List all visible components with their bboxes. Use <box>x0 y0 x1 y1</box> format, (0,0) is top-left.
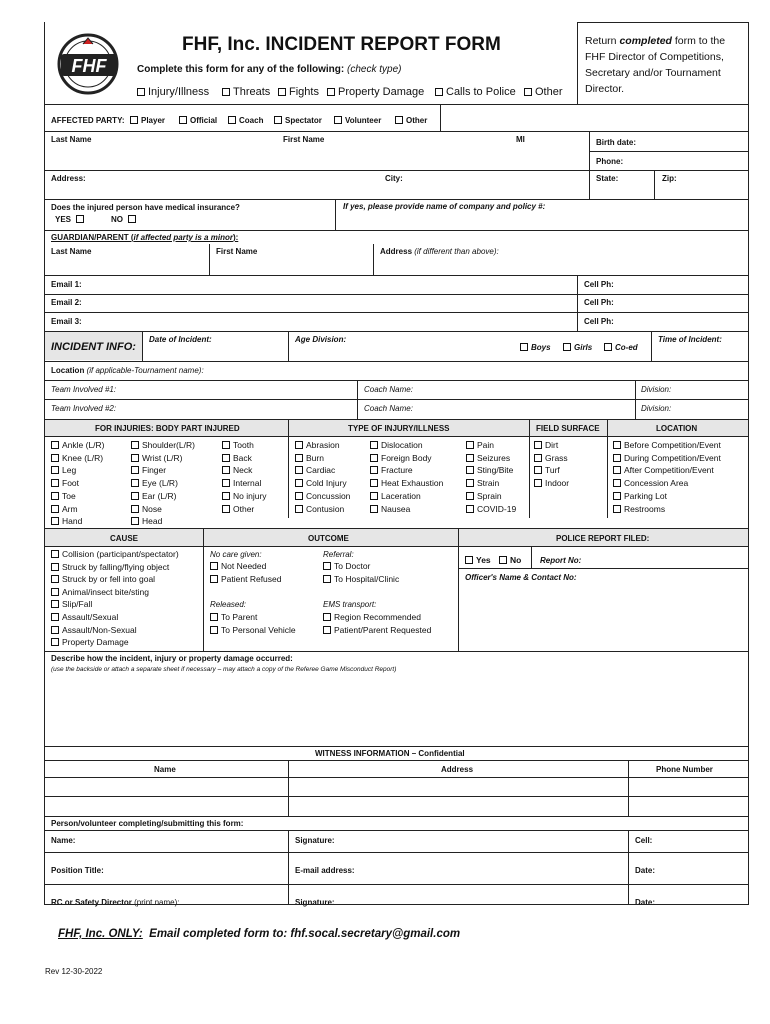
body-part-option[interactable] <box>222 491 267 502</box>
checkbox[interactable] <box>370 454 378 462</box>
body-part-option-label: Eye (L/R) <box>142 478 178 489</box>
cause-option-label: Collision (participant/spectator) <box>62 549 179 559</box>
type-injury[interactable]: Injury/Illness <box>137 86 209 99</box>
checkbox[interactable] <box>131 505 139 513</box>
zip-label: Zip: <box>662 174 677 183</box>
body-part-option[interactable] <box>131 440 195 451</box>
division2-label: Division: <box>641 404 672 413</box>
incident-info-label: INCIDENT INFO: <box>51 341 136 353</box>
checkbox[interactable] <box>295 466 303 474</box>
location-option[interactable] <box>613 465 714 476</box>
checkbox[interactable] <box>534 454 542 462</box>
checkbox[interactable] <box>51 505 59 513</box>
affected-mi: MI <box>516 135 525 144</box>
field-surface-header: FIELD SURFACE <box>536 424 600 433</box>
checkbox[interactable] <box>295 505 303 513</box>
cause-option-label: Animal/insect bite/sting <box>62 586 149 597</box>
submitter-signature-label: Signature: <box>295 836 335 845</box>
cause-option-label: Struck by falling/flying object <box>62 561 170 572</box>
injury-type-option-label: Cold Injury <box>306 478 347 489</box>
guardian-header: GUARDIAN/PARENT (if affected party is a minor): <box>51 233 239 242</box>
officer-contact-label: Officer's Name & Contact No: <box>465 573 577 582</box>
checkbox[interactable] <box>51 466 59 474</box>
location-option-label: After Competition/Event <box>624 465 714 476</box>
team2-label: Team Involved #2: <box>51 404 117 413</box>
cause-option-label: Struck by or fell into goal <box>62 574 156 585</box>
type-property-damage[interactable]: Property Damage <box>327 86 424 99</box>
injury-type-option-label: Strain <box>477 478 500 489</box>
location-option[interactable] <box>613 491 667 502</box>
state-label: State: <box>596 174 619 183</box>
insurance-policy-label: If yes, please provide name of company and policy #: <box>343 202 546 211</box>
outcome-patient-refused[interactable]: Patient Refused <box>210 574 281 585</box>
affected-party-label: AFFECTED PARTY: <box>51 116 125 125</box>
injury-type-option-label: Heat Exhaustion <box>381 478 444 489</box>
checkbox[interactable] <box>370 479 378 487</box>
field-surface-option-label: Indoor <box>545 478 570 489</box>
checkbox[interactable] <box>222 441 230 449</box>
injury-type-option-label: Sprain <box>477 490 502 501</box>
checkbox[interactable] <box>131 479 139 487</box>
checkbox[interactable] <box>534 441 542 449</box>
checkbox[interactable] <box>278 88 286 96</box>
cause-option-label: Slip/Fall <box>62 599 93 610</box>
cell1-label: Cell Ph: <box>584 280 614 289</box>
checkbox[interactable] <box>466 492 474 500</box>
body-part-option-label: Internal <box>233 478 262 489</box>
birth-date-label: Birth date: <box>596 138 636 147</box>
body-part-option-label: Ear (L/R) <box>142 490 177 501</box>
checkbox[interactable] <box>51 563 59 571</box>
injury-type-option-label: COVID-19 <box>477 503 517 514</box>
field-surface-option-label: Dirt <box>545 440 559 450</box>
injury-type-option[interactable] <box>370 504 410 515</box>
cause-option[interactable] <box>51 625 137 636</box>
body-part-option-label: Back <box>233 452 252 463</box>
describe-title: Describe how the incident, injury or property damage occurred: <box>51 654 293 663</box>
checkbox[interactable] <box>51 600 59 608</box>
outcome-personal-vehicle[interactable]: To Personal Vehicle <box>210 625 296 636</box>
age-division-label: Age Division: <box>295 335 347 344</box>
body-part-option[interactable] <box>51 440 105 451</box>
body-part-option-label: Wrist (L/R) <box>142 452 183 463</box>
checkbox[interactable] <box>51 588 59 596</box>
body-part-option-label: Shoulder(L/R) <box>142 440 195 450</box>
cause-option-label: Assault/Sexual <box>62 612 119 622</box>
checkbox[interactable] <box>131 492 139 500</box>
return-note-line3: Secretary and/or Tournament <box>585 67 721 79</box>
injury-type-option-label: Contusion <box>306 503 345 514</box>
cause-option[interactable] <box>51 549 179 560</box>
checkbox[interactable] <box>51 550 59 558</box>
cell3-label: Cell Ph: <box>584 317 614 326</box>
injury-type-option-label: Foreign Body <box>381 452 432 463</box>
cause-option-label: Assault/Non-Sexual <box>62 624 137 635</box>
location-option[interactable] <box>613 478 688 489</box>
coach1-label: Coach Name: <box>364 385 413 394</box>
checkbox[interactable] <box>613 466 621 474</box>
injury-type-option-label: Cardiac <box>306 465 336 476</box>
outcome-parent-requested[interactable]: Patient/Parent Requested <box>323 625 431 636</box>
no-care-label: No care given: <box>210 550 262 559</box>
checkbox[interactable] <box>295 441 303 449</box>
type-other[interactable]: Other <box>524 86 563 99</box>
body-part-option[interactable] <box>131 453 182 464</box>
checkbox[interactable] <box>295 492 303 500</box>
body-part-option-label: Leg <box>62 465 77 476</box>
checkbox[interactable] <box>295 454 303 462</box>
ems-label: EMS transport: <box>323 600 377 609</box>
checkbox[interactable] <box>466 505 474 513</box>
released-label: Released: <box>210 600 247 609</box>
checkbox[interactable] <box>222 492 230 500</box>
email1-label: Email 1: <box>51 280 82 289</box>
affected-player[interactable]: Player <box>130 115 165 126</box>
type-threats[interactable]: Threats <box>222 86 270 99</box>
submitter-header: Person/volunteer completing/submitting this form: <box>51 819 244 828</box>
checkbox[interactable] <box>222 466 230 474</box>
checkbox[interactable] <box>222 454 230 462</box>
return-note: Return completed form to the <box>585 35 726 47</box>
cause-option[interactable] <box>51 562 169 573</box>
coach2-label: Coach Name: <box>364 404 413 413</box>
guardian-last-name: Last Name <box>51 247 92 256</box>
time-of-incident-label: Time of Incident: <box>658 335 722 344</box>
field-surface-option[interactable] <box>534 453 568 464</box>
checkbox[interactable] <box>534 466 542 474</box>
body-part-option-label: Head <box>142 516 163 527</box>
body-part-option[interactable] <box>51 491 76 502</box>
checkbox[interactable] <box>131 517 139 525</box>
checkbox[interactable] <box>51 575 59 583</box>
location-option-label: During Competition/Event <box>624 452 721 463</box>
describe-note: (use the backside or attach a separate sheet if necessary – may attach a copy of the Referee Game Misconduct Report) <box>51 666 397 673</box>
body-part-option-label: Tooth <box>233 440 254 450</box>
cause-option[interactable] <box>51 599 92 610</box>
affected-other[interactable]: Other <box>395 115 427 126</box>
submitter-cell-label: Cell: <box>635 836 653 845</box>
checkbox[interactable] <box>370 492 378 500</box>
checkbox[interactable] <box>51 626 59 634</box>
police-yes[interactable]: Yes <box>465 555 491 566</box>
checkbox[interactable] <box>222 88 230 96</box>
injury-type-option[interactable] <box>466 465 513 476</box>
location-header: LOCATION <box>656 424 698 433</box>
police-header: POLICE REPORT FILED: <box>556 534 650 543</box>
rc-safety-director-label: RC or Safety Director (print name): <box>51 898 180 907</box>
checkbox[interactable] <box>524 88 532 96</box>
guardian-first-name: First Name <box>216 247 258 256</box>
body-part-option[interactable] <box>222 440 254 451</box>
outcome-not-needed[interactable]: Not Needed <box>210 561 266 572</box>
body-part-option[interactable] <box>51 478 79 489</box>
affected-first-name: First Name <box>283 135 325 144</box>
witness-phone-header: Phone Number <box>656 765 713 774</box>
team1-label: Team Involved #1: <box>51 385 117 394</box>
checkbox[interactable] <box>295 479 303 487</box>
body-part-option-label: Knee (L/R) <box>62 452 104 463</box>
body-part-header: FOR INJURIES: BODY PART INJURED <box>95 424 240 433</box>
body-part-option[interactable] <box>131 491 176 502</box>
describe-textarea[interactable] <box>46 676 747 744</box>
body-part-option-label: Neck <box>233 465 253 476</box>
division-coed[interactable]: Co-ed <box>604 342 638 353</box>
injury-type-option-label: Abrasion <box>306 440 340 450</box>
location-option-label: Concession Area <box>624 478 689 489</box>
outcome-to-parent[interactable]: To Parent <box>210 612 257 623</box>
affected-volunteer[interactable]: Volunteer <box>334 115 381 126</box>
checkbox[interactable] <box>51 613 59 621</box>
checkbox[interactable] <box>51 454 59 462</box>
submitter-date-label: Date: <box>635 866 656 875</box>
injury-type-option[interactable] <box>295 465 335 476</box>
division1-label: Division: <box>641 385 672 394</box>
injury-type-option-label: Pain <box>477 440 495 450</box>
injury-type-option-label: Sting/Bite <box>477 465 514 476</box>
body-part-option-label: No injury <box>233 490 267 501</box>
checkbox[interactable] <box>131 454 139 462</box>
division-girls[interactable]: Girls <box>563 342 592 353</box>
body-part-option[interactable] <box>222 453 252 464</box>
body-part-option-label: Hand <box>62 516 83 527</box>
cause-option[interactable] <box>51 574 155 585</box>
outcome-to-doctor[interactable]: To Doctor <box>323 561 370 572</box>
checkbox[interactable] <box>613 441 621 449</box>
affected-coach[interactable]: Coach <box>228 115 263 126</box>
rc-date-label: Date: <box>635 898 656 907</box>
logo-emblem-icon <box>53 32 123 96</box>
body-part-option[interactable] <box>222 504 254 515</box>
rc-signature-label: Signature: <box>295 898 335 907</box>
location-label: Location (if applicable-Tournament name): <box>51 366 204 375</box>
injury-type-option-label: Laceration <box>381 490 421 501</box>
checkbox[interactable] <box>131 466 139 474</box>
outcome-to-hospital[interactable]: To Hospital/Clinic <box>323 574 399 585</box>
outcome-header: OUTCOME <box>308 534 349 543</box>
location-option-label: Before Competition/Event <box>624 440 721 450</box>
checkbox[interactable] <box>222 505 230 513</box>
form-title: FHF, Inc. INCIDENT REPORT FORM <box>182 34 501 55</box>
checkbox[interactable] <box>327 88 335 96</box>
location-option[interactable] <box>613 453 721 464</box>
field-surface-option-label: Grass <box>545 452 568 463</box>
injury-type-option-label: Fracture <box>381 465 413 476</box>
city-label: City: <box>385 174 403 183</box>
outcome-region-recommended[interactable]: Region Recommended <box>323 612 421 623</box>
checkbox[interactable] <box>51 492 59 500</box>
checkbox[interactable] <box>51 517 59 525</box>
phone-label: Phone: <box>596 157 624 166</box>
checkbox[interactable] <box>466 454 474 462</box>
report-no-label: Report No: <box>540 556 582 565</box>
body-part-option-label: Nose <box>142 503 162 514</box>
injury-type-option[interactable] <box>295 440 340 451</box>
injury-type-option[interactable] <box>466 478 499 489</box>
svg-text:FHF: FHF <box>71 56 107 76</box>
body-part-option[interactable] <box>51 504 78 515</box>
injury-type-option-label: Seizures <box>477 452 511 463</box>
injury-type-option[interactable] <box>370 465 413 476</box>
injury-type-option-label: Concussion <box>306 490 351 501</box>
body-part-option[interactable] <box>131 478 178 489</box>
cause-option[interactable] <box>51 637 129 648</box>
injury-type-header: TYPE OF INJURY/ILLNESS <box>348 424 450 433</box>
location-option-label: Restrooms <box>624 503 666 514</box>
body-part-option[interactable] <box>51 453 103 464</box>
injury-type-option-label: Burn <box>306 452 324 463</box>
police-no[interactable]: No <box>499 555 521 566</box>
return-note-line2: FHF Director of Competitions, <box>585 51 724 63</box>
position-title-label: Position Title: <box>51 866 104 875</box>
field-surface-option[interactable] <box>534 478 569 489</box>
cause-option-label: Property Damage <box>62 637 129 648</box>
checkbox[interactable] <box>51 638 59 646</box>
witness-address-header: Address <box>441 765 474 774</box>
checkbox[interactable] <box>466 479 474 487</box>
checkbox[interactable] <box>466 466 474 474</box>
affected-spectator[interactable]: Spectator <box>274 115 322 126</box>
injury-type-option[interactable] <box>295 478 347 489</box>
body-part-option[interactable] <box>222 465 252 476</box>
injury-type-option[interactable] <box>295 453 324 464</box>
cause-header: CAUSE <box>110 534 139 543</box>
email3-label: Email 3: <box>51 317 82 326</box>
body-part-option[interactable] <box>131 465 166 476</box>
checkbox[interactable] <box>370 466 378 474</box>
body-part-option[interactable] <box>51 465 76 476</box>
injury-type-option[interactable] <box>295 504 344 515</box>
body-part-option-label: Arm <box>62 503 78 514</box>
checkbox[interactable] <box>370 505 378 513</box>
body-part-option-label: Other <box>233 503 255 514</box>
location-option[interactable] <box>613 440 721 451</box>
injury-type-option[interactable] <box>370 478 443 489</box>
fhf-only-note: FHF, Inc. ONLY: Email completed form to: fhf.socal.secretary@gmail.com <box>58 928 461 940</box>
checkbox[interactable] <box>613 505 621 513</box>
location-option-label: Parking Lot <box>624 490 667 501</box>
checkbox[interactable] <box>131 441 139 449</box>
checkbox[interactable] <box>370 441 378 449</box>
division-boys[interactable]: Boys <box>520 342 551 353</box>
cause-option[interactable] <box>51 612 118 623</box>
body-part-option[interactable] <box>51 516 82 527</box>
body-part-option[interactable] <box>131 516 162 527</box>
affected-official[interactable]: Official <box>179 115 217 126</box>
injury-type-option-label: Dislocation <box>381 440 423 450</box>
referral-label: Referral: <box>323 550 354 559</box>
injury-type-option[interactable] <box>370 440 423 451</box>
checkbox[interactable] <box>222 479 230 487</box>
checkbox[interactable] <box>466 441 474 449</box>
body-part-option[interactable] <box>131 504 162 515</box>
insurance-no[interactable]: NO <box>111 214 139 225</box>
checkbox[interactable] <box>435 88 443 96</box>
field-surface-option-label: Turf <box>545 465 560 476</box>
body-part-option-label: Ankle (L/R) <box>62 440 105 450</box>
injury-type-option[interactable] <box>466 491 502 502</box>
body-part-option-label: Toe <box>62 490 76 501</box>
injury-type-option[interactable] <box>370 453 432 464</box>
type-fights[interactable]: Fights <box>278 86 319 99</box>
return-note-line4: Director. <box>585 83 625 95</box>
body-part-option-label: Finger <box>142 465 167 476</box>
location-option[interactable] <box>613 504 665 515</box>
fhf-logo <box>53 32 123 96</box>
cell2-label: Cell Ph: <box>584 298 614 307</box>
injury-type-option[interactable] <box>466 453 510 464</box>
insurance-yes[interactable]: YES <box>55 214 87 225</box>
email2-label: Email 2: <box>51 298 82 307</box>
injury-type-option[interactable] <box>295 491 350 502</box>
revision-label: Rev 12-30-2022 <box>45 967 103 976</box>
injury-type-option[interactable] <box>466 504 516 515</box>
insurance-question: Does the injured person have medical insurance? <box>51 203 240 212</box>
injury-type-option[interactable] <box>466 440 494 451</box>
email-address-label: E-mail address: <box>295 866 355 875</box>
body-part-option-label: Foot <box>62 478 80 489</box>
checkbox[interactable] <box>137 88 145 96</box>
field-surface-option[interactable] <box>534 465 560 476</box>
body-part-option[interactable] <box>222 478 261 489</box>
witness-name-header: Name <box>154 765 176 774</box>
witness-header: WITNESS INFORMATION – Confidential <box>315 749 465 758</box>
affected-last-name: Last Name <box>51 135 92 144</box>
date-of-incident-label: Date of Incident: <box>149 335 212 344</box>
checkbox[interactable] <box>613 479 621 487</box>
injury-type-option[interactable] <box>370 491 421 502</box>
checkbox[interactable] <box>613 454 621 462</box>
injury-type-option-label: Nausea <box>381 503 411 514</box>
submitter-name-label: Name: <box>51 836 76 845</box>
type-calls-to-police[interactable]: Calls to Police <box>435 86 516 99</box>
checkbox[interactable] <box>51 441 59 449</box>
cause-option[interactable] <box>51 587 149 598</box>
form-instructions: Complete this form for any of the following: (check type) <box>137 64 402 75</box>
guardian-address: Address (if different than above): <box>380 247 499 256</box>
checkbox[interactable] <box>51 479 59 487</box>
checkbox[interactable] <box>534 479 542 487</box>
field-surface-option[interactable] <box>534 440 558 451</box>
address-label: Address: <box>51 174 86 183</box>
checkbox[interactable] <box>613 492 621 500</box>
